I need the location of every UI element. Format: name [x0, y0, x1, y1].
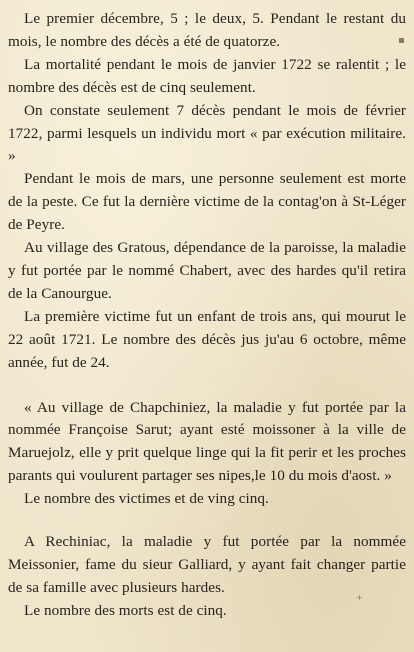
ink-speck: +	[356, 593, 363, 602]
paragraph-january: La mortalité pendant le mois de janvier 1722 se ralentit ; le nombre des décès est de cinq seulement.	[8, 55, 406, 96]
paragraph-december: Le premier décembre, 5 ; le deux, 5. Pendant le restant du mois, le nombre des décès a été de quatorze.	[8, 10, 406, 50]
paragraph-first-victim: La première victime fut un enfant de trois ans, qui mourut le 22 août 1721. Le nombre des décès jus ju'au 6 octobre, même année, fut de 24.	[8, 307, 406, 371]
paragraph-march: Pendant le mois de mars, une personne seulement est morte de la peste. Ce fut la dernière victime de la contag'on à St-Léger de Peyre.	[8, 170, 406, 234]
paragraph-rechiniac: A Rechiniac, la maladie y fut portée par la nommée Meissonier, fame du sieur Galliard, y ayant fait changer partie de sa famille avec plusieurs hardes.	[8, 533, 406, 596]
paragraph-chapchiniez-quote: « Au village de Chapchiniez, la maladie y fut portée par la nommée Françoise Sarut; ayant esté moissoner à la ville de Maruejolz, elle y prit quelque linge qui la fit perir et les proches parants qui voulurent partager ses nipes,le 10 du mois d'aost. »	[8, 398, 406, 485]
paragraph-gratous: Au village des Gratous, dépendance de la paroisse, la maladie y fut portée par le nommé Chabert, avec des hardes qu'il retira de la Canourgue.	[8, 239, 406, 302]
paragraph-victims-count: Le nombre des victimes et de ving cinq.	[24, 490, 269, 508]
paragraph-gap	[8, 375, 406, 397]
ink-speck: ▪	[398, 35, 405, 46]
paragraph-gap	[8, 511, 406, 531]
paragraph-february: On constate seulement 7 décès pendant le mois de février 1722, parmi lesquels un individu mort « par exécution militaire. »	[8, 101, 406, 165]
paragraph-deaths-count: Le nombre des morts est de cinq.	[24, 601, 227, 619]
